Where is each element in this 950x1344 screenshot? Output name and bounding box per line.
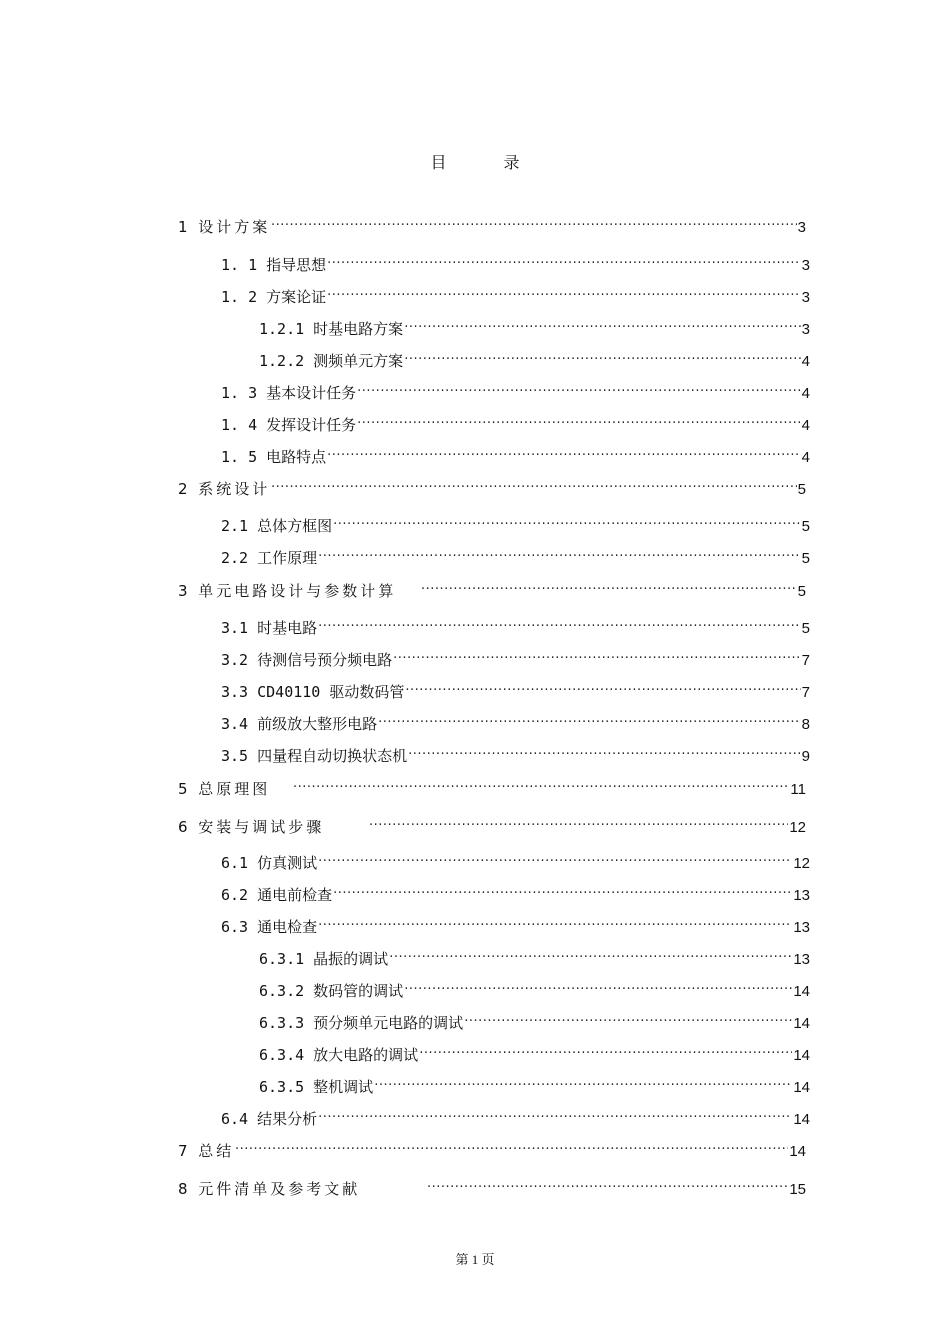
toc-entry-label: 3.5 四量程自动切换状态机 bbox=[221, 747, 408, 765]
toc-entry-label: 3 单元电路设计与参数计算 bbox=[178, 582, 397, 600]
toc-entry-page: 14 bbox=[793, 1015, 810, 1032]
toc-leader-dots bbox=[393, 645, 801, 665]
toc-entry-label: 1. 2 方案论证 bbox=[221, 288, 327, 306]
toc-entry-label: 2.1 总体方框图 bbox=[221, 517, 333, 535]
toc-entry-label: 1. 4 发挥设计任务 bbox=[221, 416, 357, 434]
toc-entry-page: 5 bbox=[797, 481, 806, 498]
toc-leader-dots bbox=[464, 1008, 792, 1028]
toc-entry-page: 15 bbox=[789, 1181, 806, 1198]
toc-entry-page: 4 bbox=[801, 353, 810, 370]
toc-entry-page: 14 bbox=[789, 1143, 806, 1160]
toc-entry-page: 13 bbox=[793, 887, 810, 904]
toc-leader-dots bbox=[318, 543, 801, 563]
toc-entry-label: 3.4 前级放大整形电路 bbox=[221, 715, 378, 733]
toc-entry[interactable] bbox=[178, 1174, 806, 1200]
toc-entry[interactable] bbox=[259, 314, 810, 340]
toc-entry-label: 1 设计方案 bbox=[178, 218, 271, 236]
toc-leader-dots bbox=[404, 346, 800, 366]
toc-entry[interactable] bbox=[259, 1008, 810, 1034]
toc-leader-dots bbox=[318, 613, 801, 633]
toc-entry[interactable] bbox=[259, 346, 810, 372]
toc-entry[interactable] bbox=[221, 543, 810, 569]
toc-entry[interactable] bbox=[259, 1040, 810, 1066]
toc-entry-page: 5 bbox=[801, 550, 810, 567]
toc-entry-label: 1.2.2 测频单元方案 bbox=[259, 352, 404, 370]
toc-leader-dots bbox=[389, 944, 792, 964]
toc-entry[interactable] bbox=[178, 474, 806, 500]
toc-entry[interactable] bbox=[178, 212, 806, 238]
toc-entry-page: 12 bbox=[789, 819, 806, 836]
toc-leader-dots bbox=[421, 576, 797, 596]
toc-entry[interactable] bbox=[221, 848, 810, 874]
toc-entry[interactable] bbox=[221, 378, 810, 404]
toc-entry-label: 6.3.4 放大电路的调试 bbox=[259, 1046, 419, 1064]
toc-entry[interactable] bbox=[221, 410, 810, 436]
toc-entry-label: 3.2 待测信号预分频电路 bbox=[221, 651, 393, 669]
toc-leader-dots bbox=[408, 741, 801, 761]
toc-leader-dots bbox=[293, 774, 789, 794]
toc-entry-page: 14 bbox=[793, 1079, 810, 1096]
toc-entry[interactable] bbox=[259, 944, 810, 970]
toc-entry-page: 4 bbox=[801, 449, 810, 466]
page-title: 目 录 bbox=[430, 153, 546, 172]
toc-entry-page: 14 bbox=[793, 1047, 810, 1064]
toc-entry[interactable] bbox=[221, 1104, 810, 1130]
toc-entry[interactable] bbox=[221, 677, 810, 703]
toc-entry-label: 1. 3 基本设计任务 bbox=[221, 384, 357, 402]
toc-entry[interactable] bbox=[221, 282, 810, 308]
toc-leader-dots bbox=[318, 912, 792, 932]
toc-entry-page: 13 bbox=[793, 951, 810, 968]
toc-leader-dots bbox=[404, 314, 800, 334]
toc-entry[interactable] bbox=[221, 613, 810, 639]
toc-entry-label: 3.1 时基电路 bbox=[221, 619, 318, 637]
toc-entry[interactable] bbox=[178, 812, 806, 838]
toc-leader-dots bbox=[357, 410, 801, 430]
toc-entry-page: 5 bbox=[801, 620, 810, 637]
toc-entry[interactable] bbox=[259, 976, 810, 1002]
toc-entry-label: 2 系统设计 bbox=[178, 480, 271, 498]
toc-entry-label: 6.3.2 数码管的调试 bbox=[259, 982, 404, 1000]
toc-leader-dots bbox=[318, 1104, 792, 1124]
toc-entry-page: 12 bbox=[793, 855, 810, 872]
toc-entry-label: 5 总原理图 bbox=[178, 780, 271, 798]
toc-leader-dots bbox=[404, 976, 792, 996]
toc-entry-label: 1. 5 电路特点 bbox=[221, 448, 327, 466]
toc-entry[interactable] bbox=[259, 1072, 810, 1098]
toc-leader-dots bbox=[369, 812, 788, 832]
toc-entry-label: 6.3.1 晶振的调试 bbox=[259, 950, 389, 968]
toc-entry-page: 3 bbox=[801, 321, 810, 338]
toc-entry[interactable] bbox=[178, 1136, 806, 1162]
toc-entry[interactable] bbox=[178, 774, 806, 800]
toc-entry-label: 6.4 结果分析 bbox=[221, 1110, 318, 1128]
toc-entry-label: 6.3.5 整机调试 bbox=[259, 1078, 374, 1096]
toc-entry-page: 8 bbox=[801, 716, 810, 733]
toc-entry[interactable] bbox=[221, 741, 810, 767]
toc-entry-label: 8 元件清单及参考文献 bbox=[178, 1180, 361, 1198]
toc-entry-label: 6.2 通电前检查 bbox=[221, 886, 333, 904]
toc-leader-dots bbox=[419, 1040, 792, 1060]
toc-entry[interactable] bbox=[178, 576, 806, 602]
toc-entry-page: 14 bbox=[793, 983, 810, 1000]
toc-leader-dots bbox=[357, 378, 801, 398]
toc-leader-dots bbox=[405, 677, 800, 697]
toc-entry[interactable] bbox=[221, 912, 810, 938]
toc-entry-page: 7 bbox=[801, 652, 810, 669]
toc-leader-dots bbox=[427, 1174, 788, 1194]
toc-entry-page: 4 bbox=[801, 385, 810, 402]
toc-entry[interactable] bbox=[221, 511, 810, 537]
toc-entry-page: 5 bbox=[797, 583, 806, 600]
toc-entry-page: 3 bbox=[801, 289, 810, 306]
toc-entry-label: 1.2.1 时基电路方案 bbox=[259, 320, 404, 338]
toc-entry-page: 7 bbox=[801, 684, 810, 701]
toc-entry-label: 2.2 工作原理 bbox=[221, 549, 318, 567]
toc-entry[interactable] bbox=[221, 645, 810, 671]
toc-entry-label: 3.3 CD40110 驱动数码管 bbox=[221, 683, 405, 701]
toc-leader-dots bbox=[318, 848, 792, 868]
toc-entry-label: 1. 1 指导思想 bbox=[221, 256, 327, 274]
toc-entry-page: 13 bbox=[793, 919, 810, 936]
toc-entry-label: 7 总结 bbox=[178, 1142, 235, 1160]
toc-entry-page: 4 bbox=[801, 417, 810, 434]
toc-leader-dots bbox=[378, 709, 801, 729]
toc-entry-page: 11 bbox=[790, 781, 806, 798]
toc-entry[interactable] bbox=[221, 250, 810, 276]
toc-leader-dots bbox=[235, 1136, 788, 1156]
toc-leader-dots bbox=[333, 880, 792, 900]
toc-leader-dots bbox=[271, 212, 797, 232]
toc-leader-dots bbox=[374, 1072, 792, 1092]
toc-entry-page: 3 bbox=[797, 219, 806, 236]
toc-leader-dots bbox=[271, 474, 797, 494]
toc-entry-label: 6 安装与调试步骤 bbox=[178, 818, 325, 836]
toc-entry-label: 6.3 通电检查 bbox=[221, 918, 318, 936]
toc-entry[interactable] bbox=[221, 880, 810, 906]
toc-entry[interactable] bbox=[221, 442, 810, 468]
toc-entry-label: 6.3.3 预分频单元电路的调试 bbox=[259, 1014, 464, 1032]
toc-entry-page: 14 bbox=[793, 1111, 810, 1128]
toc-leader-dots bbox=[327, 282, 801, 302]
toc-entry-page: 9 bbox=[801, 748, 810, 765]
toc-leader-dots bbox=[327, 442, 801, 462]
toc-leader-dots bbox=[327, 250, 801, 270]
page-footer: 第 1 页 bbox=[455, 1252, 495, 1267]
toc-entry-page: 5 bbox=[801, 518, 810, 535]
toc-entry[interactable] bbox=[221, 709, 810, 735]
toc-leader-dots bbox=[333, 511, 801, 531]
toc-entry-page: 3 bbox=[801, 257, 810, 274]
toc-entry-label: 6.1 仿真测试 bbox=[221, 854, 318, 872]
